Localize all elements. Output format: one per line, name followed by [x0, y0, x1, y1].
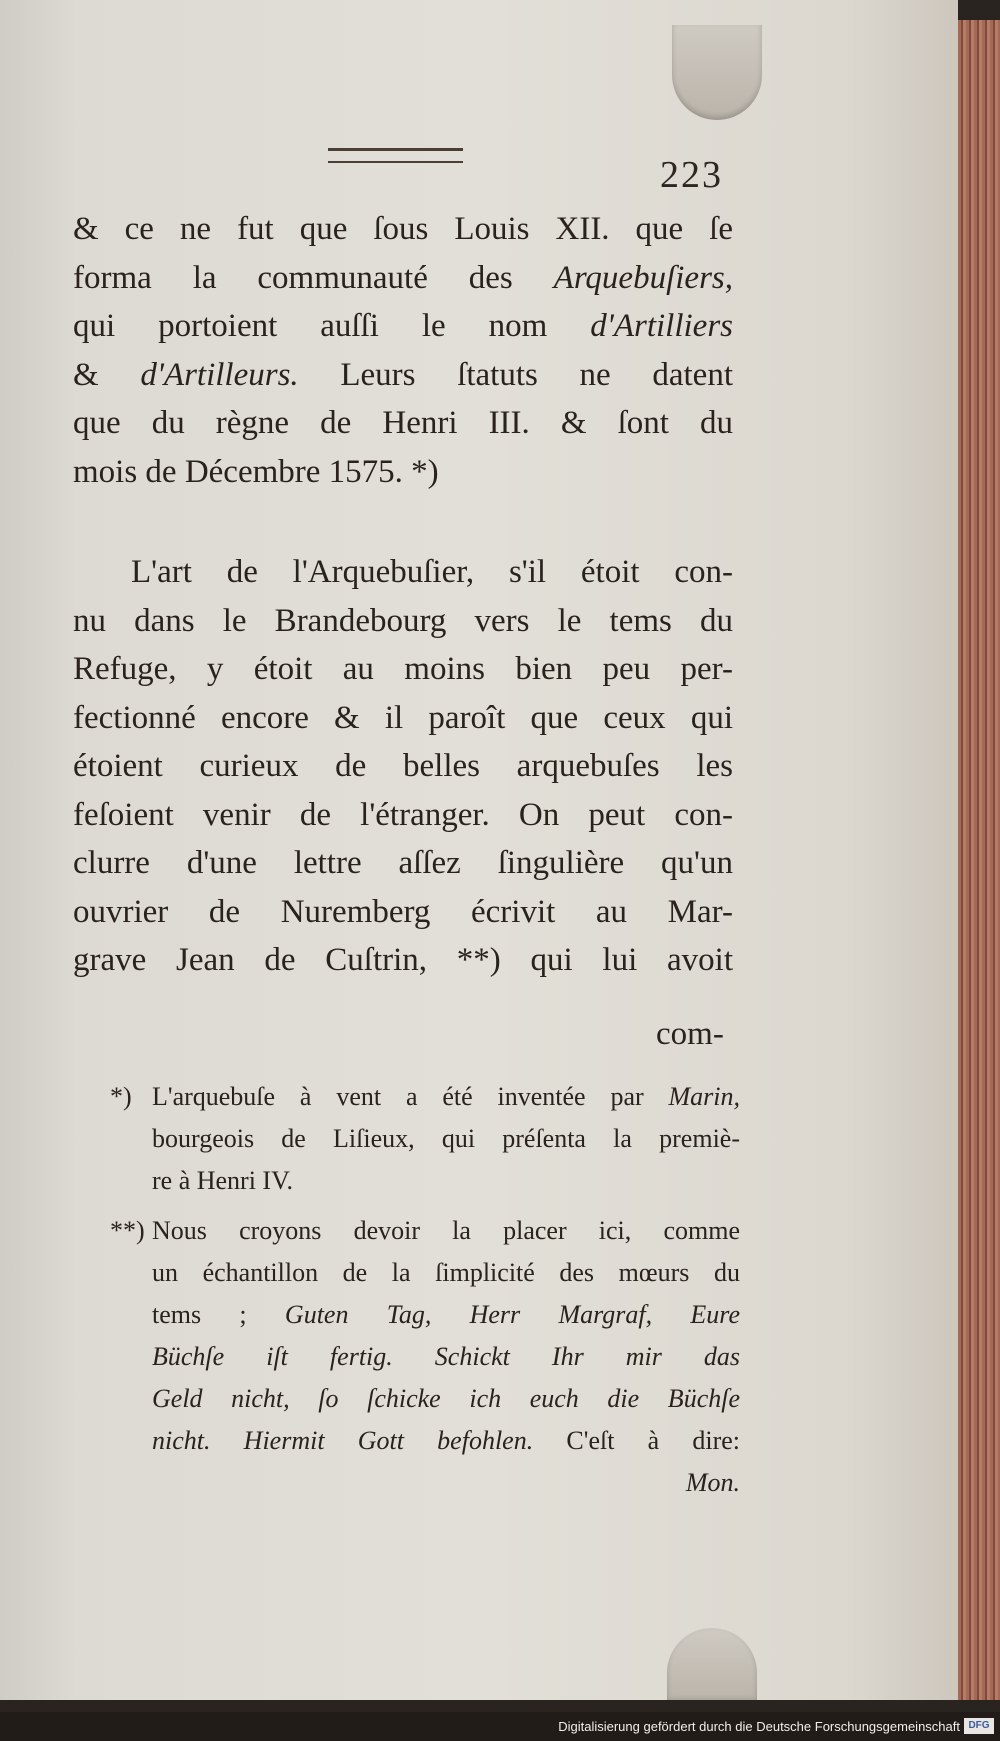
catchword: com- — [656, 1016, 724, 1052]
text-line: Refuge, y étoit au moins bien peu per- — [73, 651, 733, 687]
footnote-line: L'arquebuſe à vent a été inventée par Marin, — [152, 1082, 740, 1111]
footnote-line: tems ; Guten Tag, Herr Margraf, Eure — [152, 1300, 740, 1329]
main-text — [73, 205, 733, 985]
footnote-line: Nous croyons devoir la placer ici, comme — [152, 1216, 740, 1245]
footer-credit: Digitalisierung gefördert durch die Deutsche Forschungsgemeinschaft — [558, 1719, 960, 1734]
page-tab-top — [672, 25, 762, 120]
text-line: que du règne de Henri III. & ſont du — [73, 405, 733, 441]
text-line: qui portoient auſſi le nom d'Artilliers — [73, 308, 733, 344]
text-line: & d'Artilleurs. Leurs ſtatuts ne datent — [73, 356, 734, 393]
text-line: forma la communauté des Arquebuſiers, — [73, 259, 733, 296]
book-fore-edge — [958, 20, 1000, 1700]
footnotes — [110, 1076, 740, 1512]
text-line: grave Jean de Cuſtrin, **) qui lui avoit — [73, 942, 733, 978]
text-line: étoient curieux de belles arquebuſes les — [73, 748, 733, 784]
text-line: nu dans le Brandebourg vers le tems du — [73, 602, 733, 639]
text-line: fectionné encore & il paroît que ceux qui — [73, 699, 733, 736]
footnote-line: un échantillon de la ſimplicité des mœurs du — [152, 1258, 740, 1287]
text-line: clurre d'une lettre aſſez ſingulière qu'un — [73, 845, 733, 881]
header-rule — [328, 148, 463, 163]
footnote-catchword: Mon. — [685, 1468, 740, 1497]
footnote-line: Büchſe iſt fertig. Schickt Ihr mir das — [152, 1342, 740, 1371]
page-tab-bottom — [667, 1628, 757, 1700]
footnote-line: bourgeois de Liſieux, qui préſenta la premiè- — [152, 1124, 740, 1153]
text-line: ouvrier de Nuremberg écrivit au Mar- — [73, 893, 733, 930]
text-line: & ce ne fut que ſous Louis XII. que ſe — [73, 211, 733, 247]
footnote-line: Geld nicht, ſo ſchicke ich euch die Büchſe — [152, 1384, 740, 1413]
text-line: L'art de l'Arquebuſier, s'il étoit con- — [131, 554, 733, 590]
text-line: feſoient venir de l'étranger. On peut con- — [73, 796, 733, 833]
italic-term: d'Artilliers — [590, 308, 733, 344]
italic-term: d'Artilleurs. — [140, 356, 299, 393]
footnote-mark: **) — [110, 1216, 145, 1245]
text-line: mois de Décembre 1575. *) — [73, 453, 439, 490]
italic-term: Arquebuſiers, — [553, 259, 733, 296]
footer-bar — [0, 1712, 1000, 1741]
page-number: 223 — [660, 154, 723, 196]
dfg-logo-icon: DFG — [964, 1718, 994, 1734]
footnote-2 — [110, 1210, 740, 1504]
footnote-mark: *) — [110, 1082, 132, 1111]
footnote-line: nicht. Hiermit Gott befohlen. C'eſt à dire: — [152, 1426, 741, 1455]
footnote-line: re à Henri IV. — [152, 1166, 294, 1195]
footnote-1 — [110, 1076, 740, 1202]
